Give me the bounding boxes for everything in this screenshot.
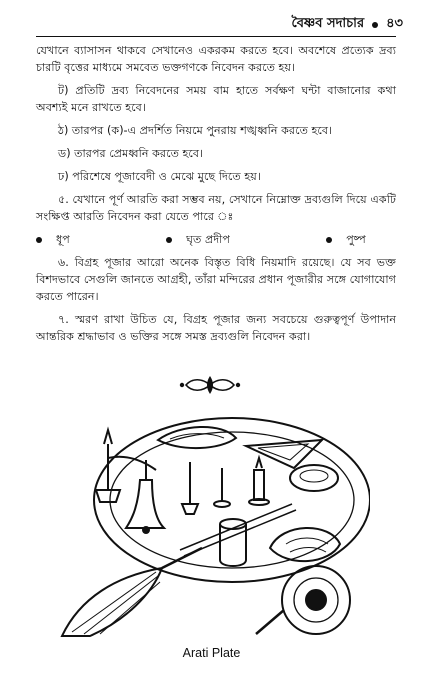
paragraph-da: ড) তারপর প্রেমধ্বনি করতে হবে। [58, 147, 204, 160]
conch-right-icon [270, 528, 340, 561]
ornament-icon [178, 374, 242, 396]
paragraph-continuation: যেখানে ব্যাসাসন থাকবে সেখানেও একরকম করতে হবে। অবশেষে প্রত্যেক দ্রব্য চারটি বৃত্তের মাধ্যমে সমবেত ভক্তগণকে নিবেদন করতে হয়। [36, 44, 396, 74]
header-title: বৈষ্ণব সদাচার [291, 16, 365, 31]
paragraph-7: ৭. স্মরণ রাখা উচিত যে, বিগ্রহ পূজার জন্য সবচেয়ে গুরুত্বপূর্ণ উপাদান আন্তরিক শ্রদ্ধাভাব ও ভক্তির সঙ্গে সমস্ত দ্রব্যগুলি নিবেদন করা। [36, 313, 396, 343]
paragraph-tha: ঠ) তারপর (ক)-এ প্রদর্শিত নিয়মে পুনরায় শঙ্খধ্বনি করতে হবে। [58, 124, 333, 137]
water-cup-icon [220, 524, 246, 566]
paragraph-5: ৫. যেখানে পূর্ণ আরতি করা সম্ভব নয়, সেখানে নিম্নোক্ত দ্রব্যগুলি দিয়ে একটি সংক্ষিপ্ত আরতি নিবেদন করা যেতে পারে ঃ [36, 193, 396, 223]
page-body [36, 42, 396, 351]
arati-plate-illustration [60, 398, 370, 638]
offering-item-label: ধূপ [56, 233, 70, 246]
plate-rim [94, 418, 370, 582]
paragraph-6: ৬. বিগ্রহ পূজার আরো অনেক বিস্তৃত বিধি নিয়মাদি রয়েছে। যে সব ভক্ত বিশদভাবে সেগুলি জানতে আগ্রহী, তাঁরা মন্দিরের প্রধান পূজারীর সঙ্গে যোগাযোগ করতে পারেন। [36, 256, 396, 303]
illustration-caption: Arati Plate [182, 646, 241, 660]
paragraph-ta: ট) প্রতিটি দ্রব্য নিবেদনের সময় বাম হাতে সর্বক্ষণ ঘন্টা বাজানোর কথা অবশ্যই মনে রাখতে হবে। [36, 84, 396, 114]
offering-item-incense [36, 231, 70, 248]
bullet-icon [326, 237, 332, 243]
page-number: ৪৩ [386, 16, 403, 31]
conch-icon [158, 427, 236, 448]
header-bullet [372, 22, 378, 28]
offering-item-label: পুষ্প [346, 233, 366, 246]
offering-item-label: ঘৃত প্রদীপ [186, 233, 230, 246]
header-rule [36, 36, 396, 37]
offering-items-list [36, 231, 396, 248]
plate-inner-rim [110, 432, 354, 568]
bullet-icon [36, 237, 42, 243]
paragraph-dha: ঢ) পরিশেষে পূজাবেদী ও মেঝে মুছে দিতে হয়। [58, 170, 261, 183]
offering-item-flower [326, 231, 366, 248]
candle-flame-icon [256, 458, 262, 468]
bowl-icon [290, 465, 338, 491]
lamp-flame-icon [104, 430, 112, 444]
offering-item-ghee-lamp [166, 231, 230, 248]
bullet-icon [166, 237, 172, 243]
running-header [291, 14, 403, 35]
lamp-base-icon [96, 490, 120, 502]
bell-icon [126, 480, 164, 528]
